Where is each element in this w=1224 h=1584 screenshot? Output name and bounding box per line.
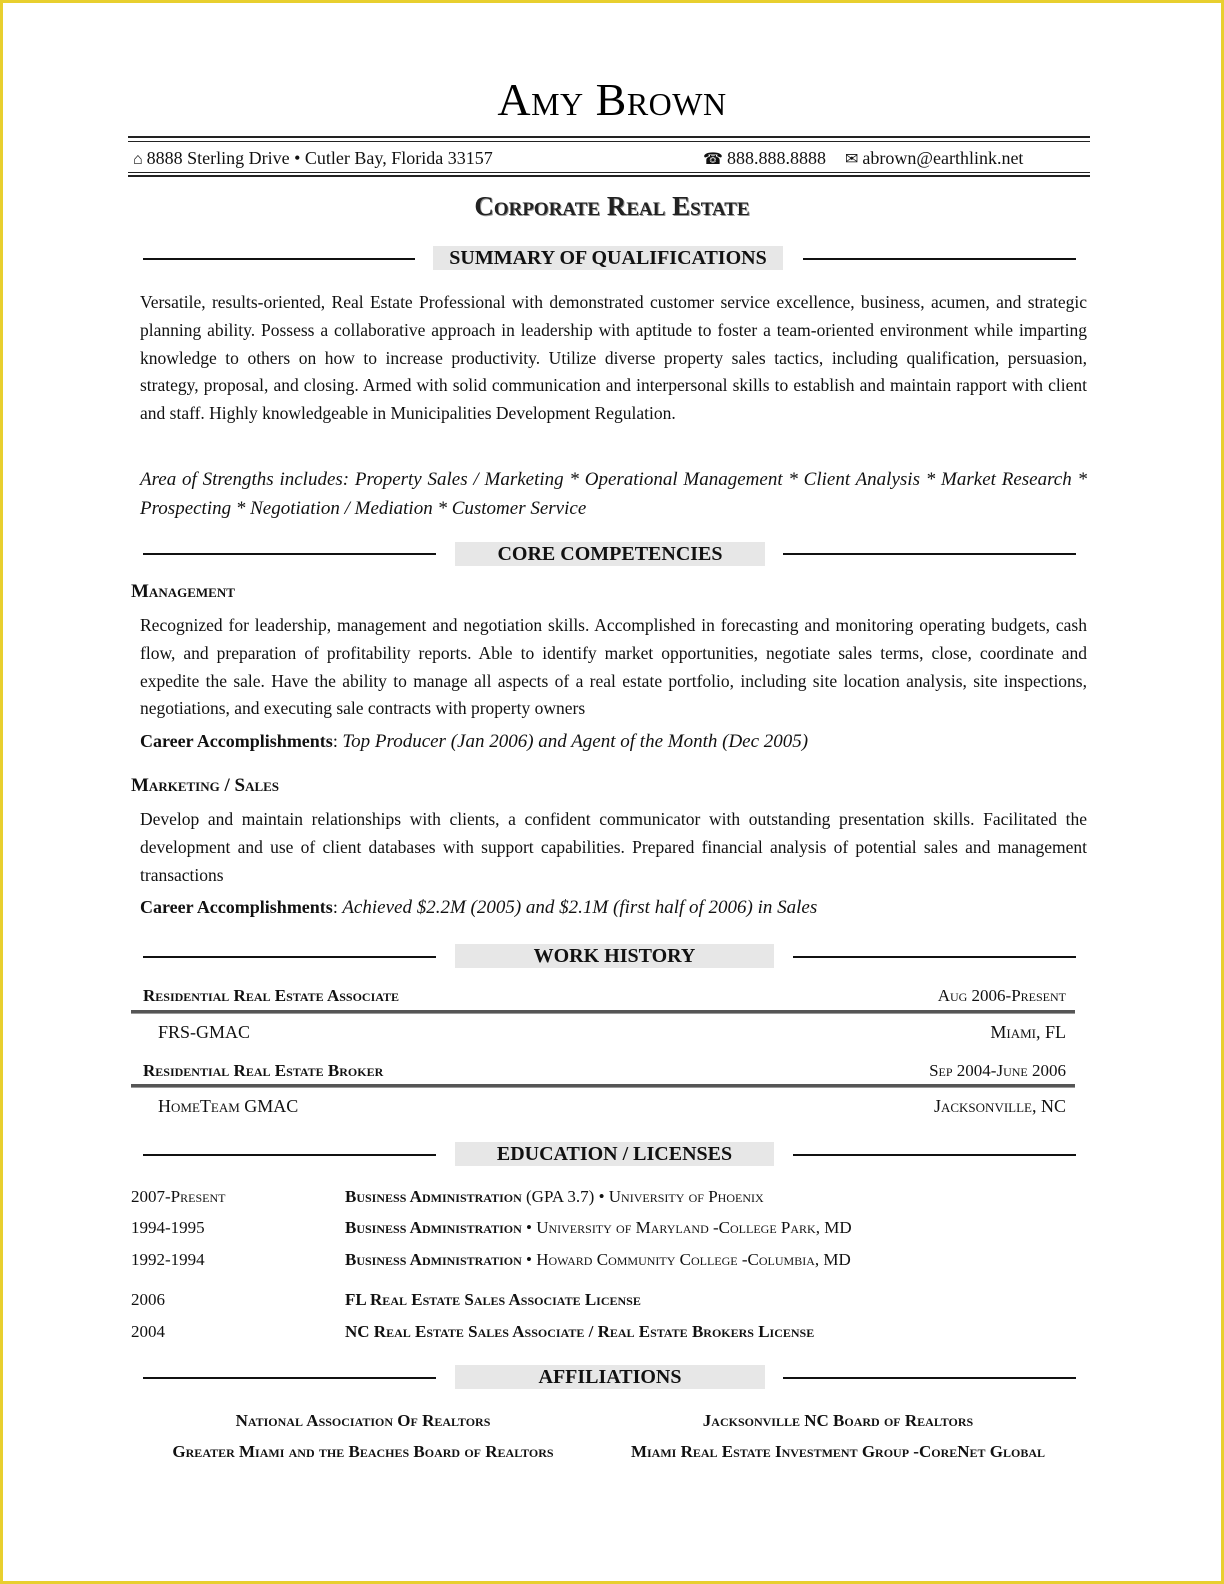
edu-degree: Business Administration: [345, 1187, 522, 1206]
edu-date: 2007-Present: [131, 1187, 226, 1206]
candidate-name: Amy Brown: [497, 74, 727, 125]
edu-school: • University of Maryland -College Park, MD: [521, 1218, 852, 1237]
affiliation-item: Greater Miami and the Beaches Board of Realtors: [172, 1442, 554, 1461]
home-icon: ⌂: [133, 151, 143, 168]
competencies-heading: CORE COMPETENCIES: [455, 542, 765, 566]
edu-entry: [345, 1290, 641, 1310]
affiliation-item: Miami Real Estate Investment Group -CoreNet Global: [630, 1442, 1046, 1461]
edu-school: (GPA 3.7) • University of Phoenix: [521, 1187, 764, 1206]
affiliations-heading: AFFILIATIONS: [455, 1365, 765, 1389]
edu-date: 1994-1995: [131, 1218, 205, 1237]
accomp-label: Career Accomplishments: [140, 731, 333, 751]
education-heading: EDUCATION / LICENSES: [455, 1142, 774, 1166]
work-rule-right: [793, 956, 1076, 958]
header-rule-top-thin: [128, 141, 1090, 142]
edu-degree: Business Administration: [345, 1250, 522, 1269]
email-text: abrown@earthlink.net: [862, 148, 1024, 168]
license-name: NC Real Estate Sales Associate / Real Estate Brokers License: [345, 1322, 815, 1341]
license-name: FL Real Estate Sales Associate License: [345, 1290, 641, 1309]
marketing-body: Develop and maintain relationships with clients, a confident communicator with outstanding presentation skills. Facilitated the development and use of client databases with support capabilities. Prepared financial analysis of potential sales and management transactions: [140, 809, 1087, 885]
summary-heading: SUMMARY OF QUALIFICATIONS: [433, 246, 783, 270]
header-rule-bottom-thin: [128, 172, 1090, 173]
management-title: Management: [131, 581, 235, 602]
phone-icon: ☎: [703, 151, 723, 168]
affiliations-rule-left: [143, 1377, 436, 1379]
management-accomplishments: [140, 731, 808, 753]
summary-rule-right: [803, 258, 1076, 260]
header-rule-bottom: [128, 175, 1090, 177]
accomp-sep: :: [332, 897, 343, 917]
summary-strengths: Area of Strengths includes: Property Sales / Marketing * Operational Management * Client Analysis * Market Research * Prospecting * Negotiation / Mediation * Customer Service: [140, 469, 1087, 519]
accomp-value: Top Producer (Jan 2006) and Agent of the Month (Dec 2005): [342, 731, 809, 752]
affiliation-item: Jacksonville NC Board of Realtors: [702, 1411, 974, 1430]
accomp-sep: :: [332, 731, 343, 751]
job-title: Residential Real Estate Broker: [143, 1061, 384, 1080]
edu-entry: [345, 1218, 852, 1238]
edu-date: 2006: [131, 1290, 165, 1309]
resume-title: Corporate Real Estate: [474, 191, 750, 221]
affiliation-item: National Association Of Realtors: [235, 1411, 491, 1430]
address-text: 8888 Sterling Drive • Cutler Bay, Florida 33157: [146, 148, 493, 168]
job-org: HomeTeam GMAC: [158, 1096, 299, 1116]
edu-date: 2004: [131, 1322, 165, 1341]
job-org: FRS-GMAC: [158, 1022, 251, 1042]
job-rule: [131, 1084, 1075, 1088]
work-rule-left: [143, 956, 436, 958]
job-location: Miami, FL: [990, 1022, 1066, 1042]
competencies-rule-left: [143, 553, 436, 555]
header-rule-top: [128, 136, 1090, 138]
edu-school: • Howard Community College -Columbia, MD: [521, 1250, 851, 1269]
marketing-title: Marketing / Sales: [131, 775, 280, 796]
email: [845, 145, 1023, 173]
phone-text: 888.888.8888: [726, 148, 826, 168]
edu-date: 1992-1994: [131, 1250, 205, 1269]
competencies-rule-right: [783, 553, 1076, 555]
summary-rule-left: [143, 258, 415, 260]
envelope-icon: ✉: [845, 151, 859, 168]
phone: [703, 145, 826, 173]
education-rule-right: [793, 1154, 1076, 1156]
contact-row: [133, 145, 1083, 171]
address: [133, 145, 493, 173]
management-body: Recognized for leadership, management and negotiation skills. Accomplished in forecasting and monitoring operating budgets, cash flow, and preparation of profitability reports. Able to identify market opportunities, negotiate sales terms, close, coordinate and expedite the sale. Have the ability to manage all aspects of a real estate portfolio, including site location analysis, site inspections, negotiations, and executing sale contracts with property owners: [140, 615, 1087, 719]
summary-body: Versatile, results-oriented, Real Estate Professional with demonstrated customer service excellence, business, acumen, and strategic planning ability. Possess a collaborative approach in leadership with aptitude to foster a team-oriented environment while imparting knowledge to others on how to increase productivity. Utilize diverse property sales tactics, including qualification, persuasion, strategy, proposal, and closing. Armed with solid communication and interpersonal skills to establish and maintain rapport with client and staff. Highly knowledgeable in Municipalities Development Regulation.: [140, 292, 1087, 424]
accomp-value: Achieved $2.2M (2005) and $2.1M (first half of 2006) in Sales: [342, 897, 818, 918]
job-location: Jacksonville, NC: [933, 1096, 1066, 1116]
edu-entry: [345, 1250, 851, 1270]
job-date: Aug 2006-Present: [937, 986, 1066, 1005]
job-rule: [131, 1010, 1075, 1014]
edu-degree: Business Administration: [345, 1218, 522, 1237]
job-date: Sep 2004-June 2006: [929, 1061, 1066, 1080]
accomp-label: Career Accomplishments: [140, 897, 333, 917]
edu-entry: [345, 1322, 814, 1342]
marketing-accomplishments: [140, 897, 817, 919]
affiliations-rule-right: [783, 1377, 1076, 1379]
education-rule-left: [143, 1154, 436, 1156]
work-heading: WORK HISTORY: [455, 944, 774, 968]
job-title: Residential Real Estate Associate: [143, 986, 400, 1005]
edu-entry: [345, 1187, 764, 1207]
